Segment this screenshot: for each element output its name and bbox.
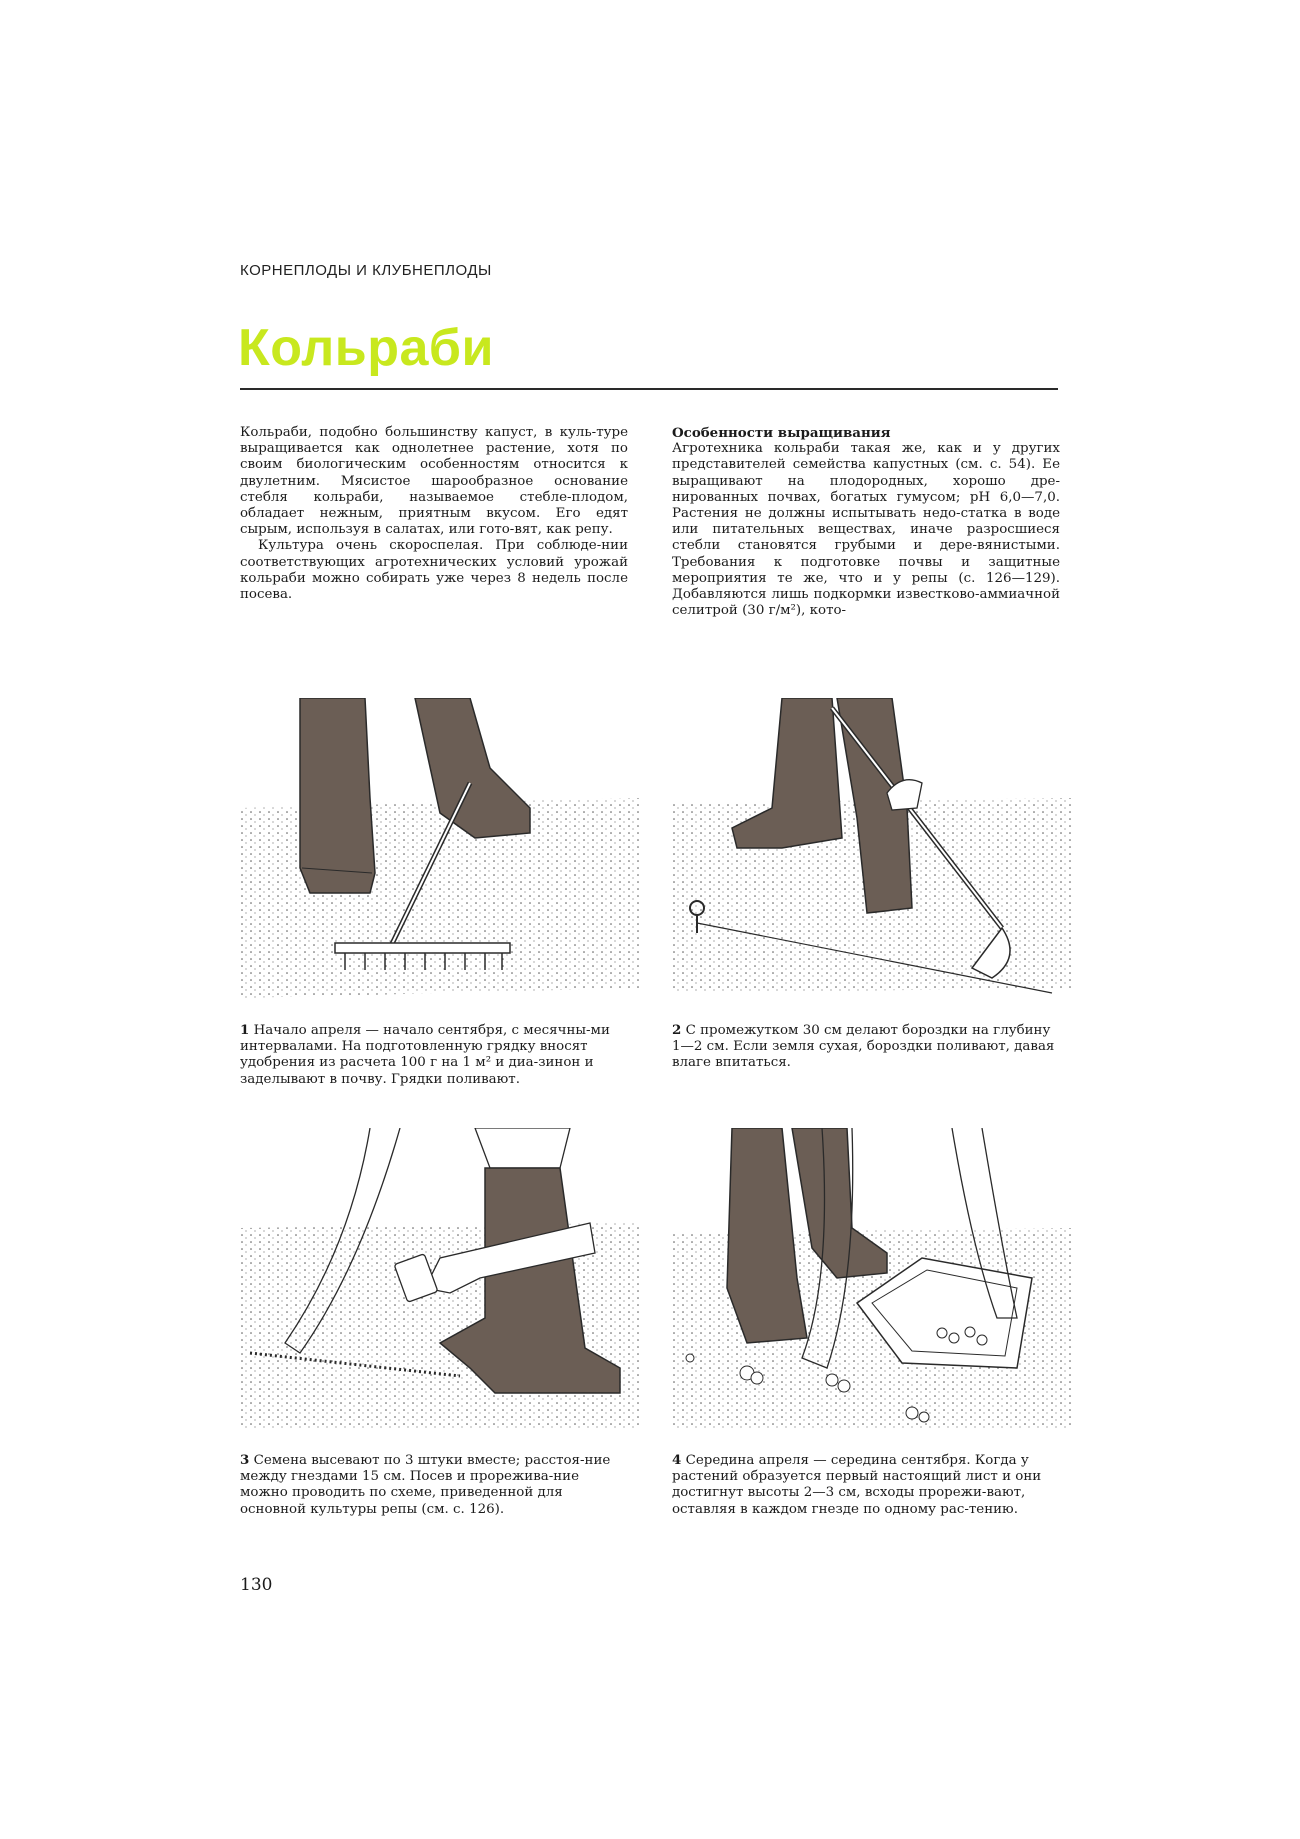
title-rule bbox=[240, 388, 1058, 390]
step-number: 2 bbox=[672, 1022, 682, 1038]
step-text: Середина апреля — середина сентября. Когда у растений образуется первый настоящий лист и они достигнут высоты 2—3 см, всходы прорежи-вают, оставляя в каждом гнезде по одному рас-тению. bbox=[672, 1453, 1042, 1517]
illustration-step-4 bbox=[672, 1128, 1072, 1438]
growing-heading: Особенности выращивания bbox=[672, 425, 891, 441]
thinning-illustration bbox=[672, 1128, 1072, 1438]
caption-step-3 bbox=[240, 1452, 628, 1518]
step-text: С промежутком 30 см делают бороздки на глубину 1—2 см. Если земля сухая, бороздки поливают, давая влаге впитаться. bbox=[672, 1023, 1055, 1071]
step-text: Начало апреля — начало сентября, с месячны-ми интервалами. На подготовленную грядку вносят удобрения из расчета 100 г на 1 м² и диа-зинон и заделывают в почву. Грядки поливают. bbox=[240, 1023, 610, 1087]
intro-column bbox=[240, 425, 628, 603]
step-number: 4 bbox=[672, 1452, 682, 1468]
caption-step-4 bbox=[672, 1452, 1060, 1518]
sowing-illustration bbox=[240, 1128, 640, 1438]
step-text: Семена высевают по 3 штуки вместе; расстоя-ние между гнездами 15 см. Посев и прорежива-ние можно проводить по схеме, приведенной для основной культуры репы (см. с. 126). bbox=[240, 1453, 611, 1517]
illustration-step-3 bbox=[240, 1128, 640, 1438]
page-number: 130 bbox=[240, 1575, 273, 1595]
intro-paragraph-2: Культура очень скороспелая. При соблюде-нии соответствующих агротехнических условий урожай кольраби можно собирать уже через 8 недель после посева. bbox=[240, 538, 628, 603]
hoe-furrow-illustration bbox=[672, 698, 1072, 1008]
growing-column bbox=[672, 425, 1060, 619]
caption-step-2 bbox=[672, 1022, 1060, 1072]
section-label: КОРНЕПЛОДЫ И КЛУБНЕПЛОДЫ bbox=[240, 262, 492, 279]
illustration-step-2 bbox=[672, 698, 1072, 1008]
illustration-step-1 bbox=[240, 698, 640, 1008]
caption-step-1 bbox=[240, 1022, 628, 1088]
intro-paragraph-1: Кольраби, подобно большинству капуст, в куль-туре выращивается как однолетнее растение, хотя по своим биологическим особенностям относится к двулетним. Мясистое шарообразное основание стебля кольраби, называемое стебле-плодом, обладает нежным, приятным вкусом. Его едят сырым, используя в салатах, или гото-вят, как репу. bbox=[240, 425, 628, 538]
boots-raking-illustration bbox=[240, 698, 640, 1008]
step-number: 3 bbox=[240, 1452, 250, 1468]
page-title: Кольраби bbox=[238, 319, 494, 377]
step-number: 1 bbox=[240, 1022, 250, 1038]
growing-text: Агротехника кольраби такая же, как и у других представителей семейства капустных (см. с. 54). Ее выращивают на плодородных, хорошо дре-нированных почвах, богатых гумусом; pH 6,0—7,0. Растения не должны испытывать недо-статка в воде или питательных веществах, иначе разросшиеся стебли становятся грубыми и дере-вянистыми. Требования к подготовке почвы и защитные мероприятия те же, что и у репы (с. 126—129). Добавляются лишь подкормки известково-аммиачной селитрой (30 г/м²), кото- bbox=[672, 441, 1060, 619]
